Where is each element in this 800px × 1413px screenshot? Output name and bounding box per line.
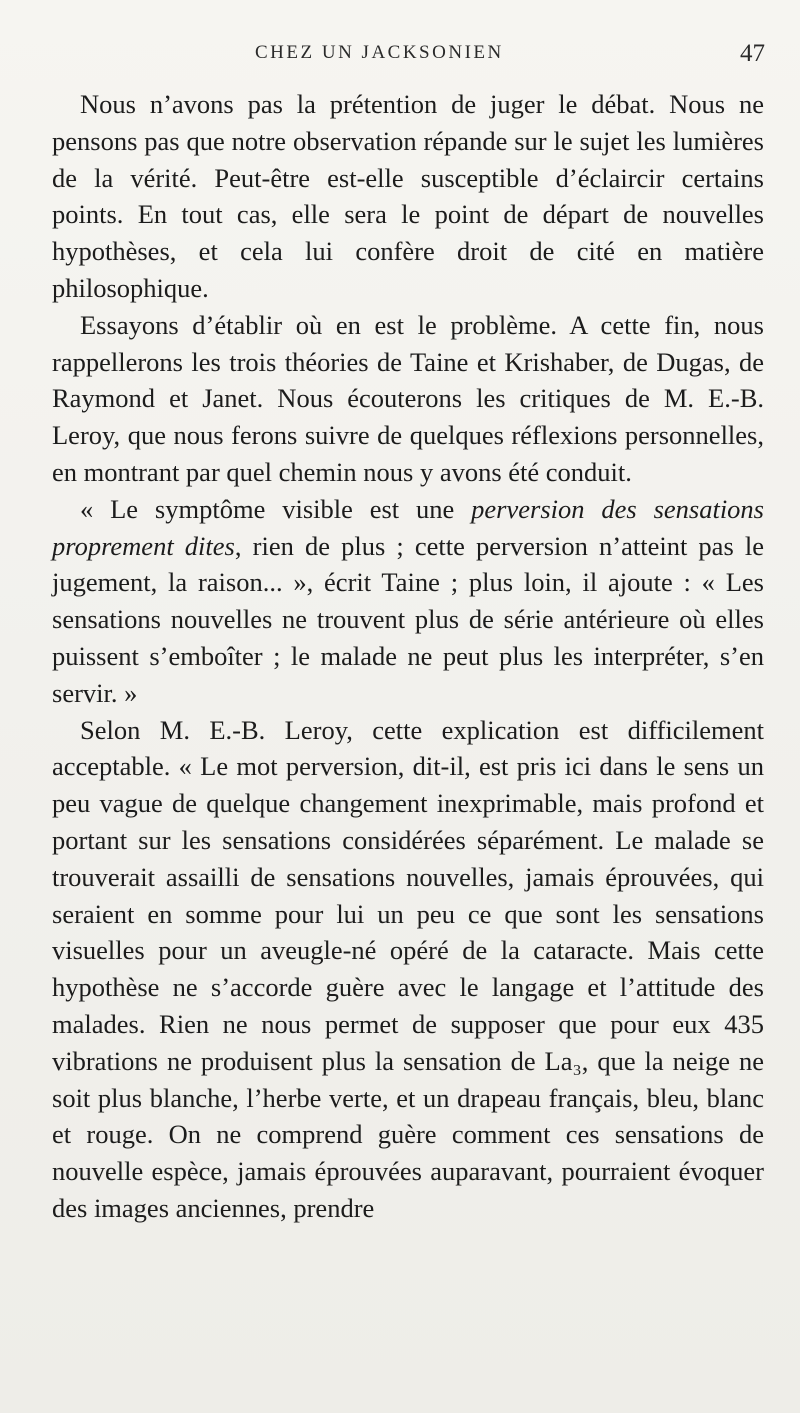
page-number: 47 bbox=[740, 40, 765, 67]
paragraph-3-quote-taine: « Le symptôme visible est une perversion des sensations proprement dites, rien de plus ; cette perversion n’atteint pas le jugement, la raison... », écrit Taine ; plus loin, il ajoute : « Les sensations nouvelles ne trouvent plus de série antérieure où elles puissent s’emboîter ; le malade ne peut plus les interpréter, s’en servir. » bbox=[52, 493, 765, 708]
paragraph-4-leroy: Selon M. E.-B. Leroy, cette explication est difficilement acceptable. « Le mot perversion, dit-il, est pris ici dans le sens un peu vague de quelque changement inexprimable, mais profond et portant sur les sensations considérées séparément. Le malade se trouverait assailli de sensations nouvelles, jamais éprouvées, qui seraient en somme pour lui un peu ce que sont les sensations visuelles pour un aveugle-né opéré de la cataracte. Mais cette hypothèse ne s’accorde guère avec le langage et l’attitude des malades. Rien ne nous permet de supposer que pour eux 435 vibrations ne produisent plus la sensation de La₃, que la neige ne soit plus blanche, l’herbe verte, et un drapeau français, bleu, blanc et rouge. On ne comprend guère comment ces sensations de nouvelle espèce, jamais éprouvées auparavant, pourraient évoquer des images anciennes, prendre bbox=[52, 714, 764, 1223]
italic-phrase: perversion des sensations proprement dites bbox=[52, 493, 764, 561]
running-title: CHEZ UN JACKSONIEN bbox=[255, 42, 504, 63]
body-text bbox=[52, 86, 764, 1227]
paragraph-1: Nous n’avons pas la prétention de juger le débat. Nous ne pensons pas que notre observation répande sur le sujet les lumières de la vérité. Peut-être est-elle susceptible d’éclaircir certains points. En tout cas, elle sera le point de départ de nouvelles hypothèses, et cela lui confère droit de cité en matière philosophique. bbox=[52, 89, 764, 303]
page-header bbox=[50, 40, 765, 80]
paragraph-2: Essayons d’établir où en est le problème. A cette fin, nous rappellerons les trois théories de Taine et Krishaber, de Dugas, de Raymond et Janet. Nous écouterons les critiques de M. E.-B. Leroy, que nous ferons suivre de quelques réflexions personnelles, en montrant par quel chemin nous y avons été conduit. bbox=[52, 309, 764, 487]
